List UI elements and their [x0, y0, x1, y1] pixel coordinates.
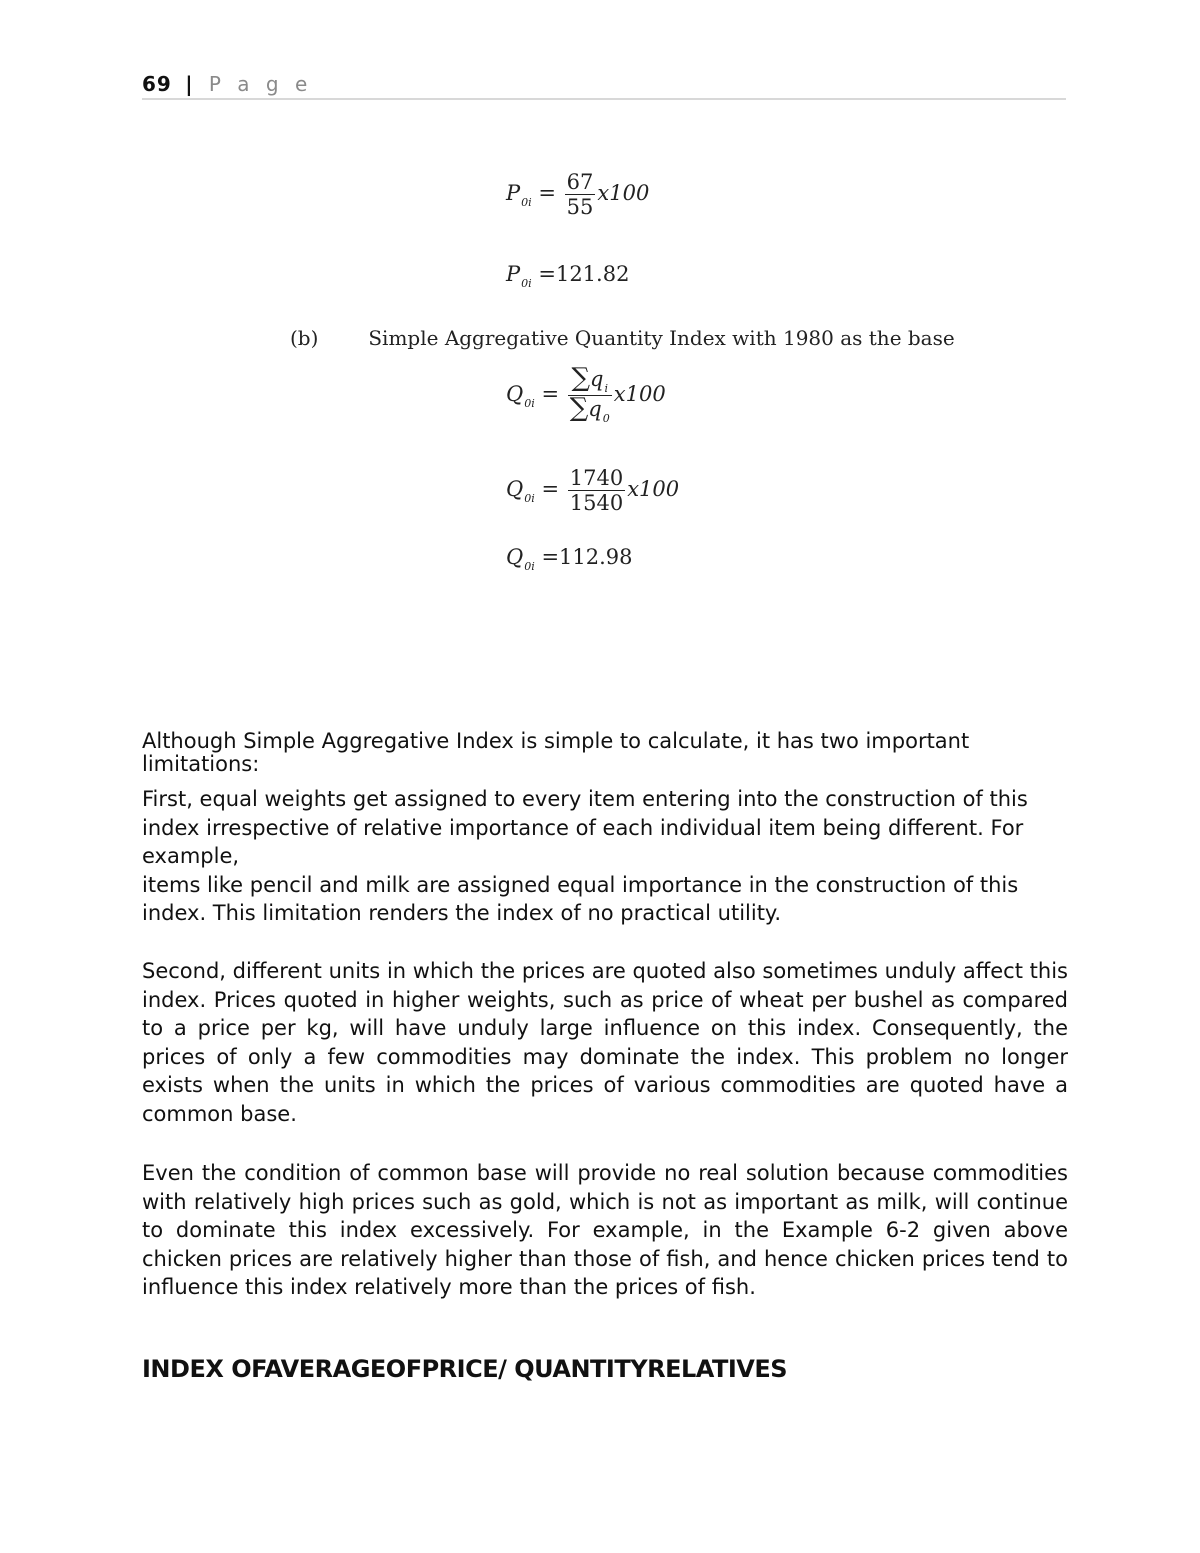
- equation-price-index-result: $P_{0i} =121.82$: [506, 262, 630, 290]
- paragraph-first-limitation: First, equal weights get assigned to every item entering into the construction of this index irrespective of relative importance of each individual item being different. For example, items like pencil and milk are assigned equal importance in the construction of this index. This limitation renders the index of no practical utility.: [142, 787, 1028, 925]
- paragraph-third-limitation: Even the condition of common base will provide no real solution because commodities with relatively high prices such as gold, which is not as important as milk, will continue to dominate this index excessively. For example, in the Example 6-2 given above chicken prices are relatively higher than those of fish, and hence chicken prices tend to influence this index relatively more than the prices of fish.: [142, 1161, 1068, 1299]
- page-number: 69: [142, 72, 172, 96]
- equation-quantity-index-values: $Q_{0i}$ = $\frac{1740}{1540}$ x100: [506, 466, 680, 515]
- subheading-text: Simple Aggregative Quantity Index with 1980 as the base: [368, 326, 955, 350]
- equation-quantity-index-formula: $Q_{0i}$ = $\frac{\sum q_i}{\sum q_0}$ x100: [506, 363, 666, 425]
- section-heading: INDEX OFAVERAGEOFPRICE/ QUANTITYRELATIVES: [142, 1355, 788, 1383]
- subheading-letter: (b): [290, 326, 319, 350]
- page-label: P a g e: [208, 72, 313, 96]
- equation-price-index-fraction: $P_{0i}$ = $\frac{67}{55}$ x100: [506, 170, 650, 219]
- header-separator: |: [185, 72, 194, 96]
- equation-quantity-index-result: $Q_{0i} =112.98$: [506, 545, 633, 573]
- subheading-quantity-index: [290, 326, 955, 350]
- page-header: [142, 72, 312, 96]
- header-rule: [142, 98, 1066, 100]
- paragraph-intro: Although Simple Aggregative Index is simple to calculate, it has two important limitations:: [142, 729, 970, 776]
- paragraph-second-limitation: Second, different units in which the prices are quoted also sometimes unduly affect this index. Prices quoted in higher weights, such as price of wheat per bushel as compared to a price per kg, will have unduly large influence on this index. Consequently, the prices of only a few commodities may dominate the index. This problem no longer exists when the units in which the prices of various commodities are quoted have a common base.: [142, 959, 1068, 1126]
